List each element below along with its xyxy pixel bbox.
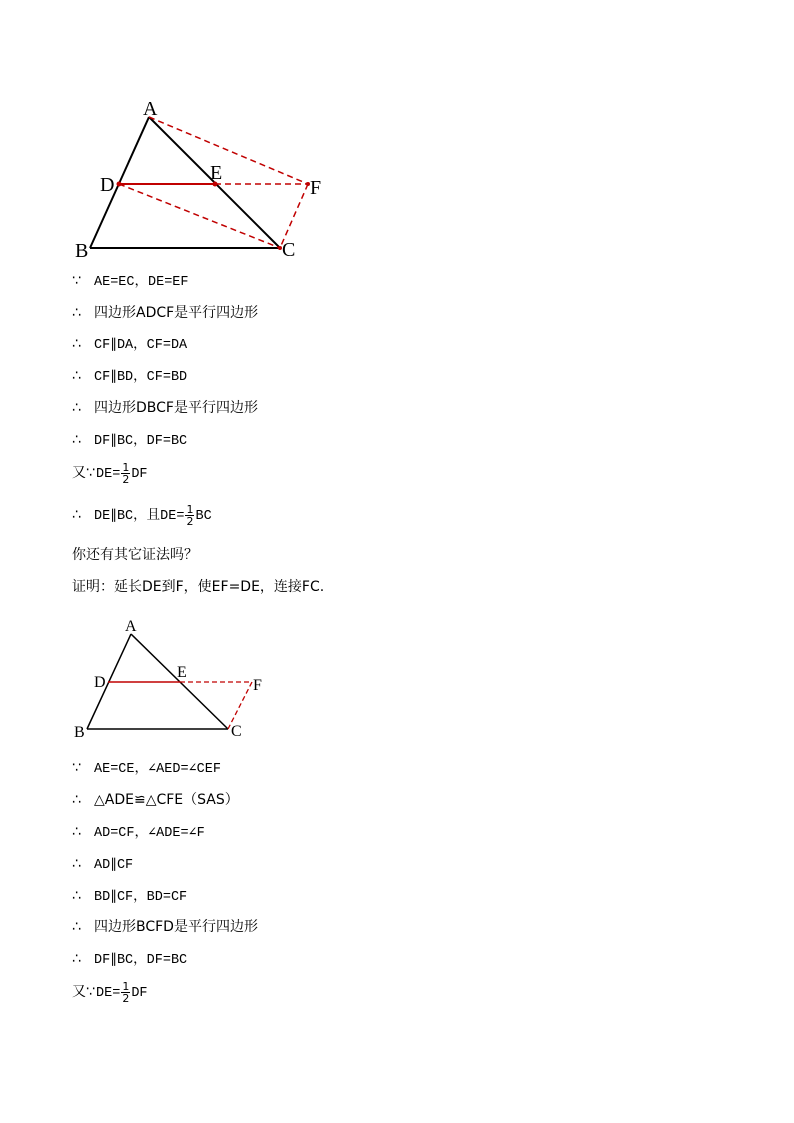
label-c: C xyxy=(282,239,296,261)
proof-symbol: ∴ xyxy=(72,336,81,352)
label-d: D xyxy=(100,174,115,196)
proof2-line-4 xyxy=(72,852,133,876)
fraction-numerator: 1 xyxy=(122,460,130,474)
proof1-line-8 xyxy=(72,503,212,527)
label-e: E xyxy=(210,162,223,184)
proof2-line-6 xyxy=(72,915,258,939)
proof-symbol: ∴ xyxy=(72,919,81,935)
proof2-line-1 xyxy=(72,756,221,780)
proof-symbol: 又∵ xyxy=(72,465,95,481)
proof-symbol: ∴ xyxy=(72,824,81,840)
fraction-one-half xyxy=(121,462,130,485)
proof-text: 四边形ADCF是平行四边形 xyxy=(94,305,259,321)
fraction-one-half xyxy=(121,981,130,1004)
proof-text-pre: DE= xyxy=(96,467,121,482)
proof-symbol: ∴ xyxy=(72,400,81,416)
proof-text-pre: DE= xyxy=(96,986,121,1001)
proof-text: CF∥DA，CF=DA xyxy=(94,338,188,353)
label-f: F xyxy=(310,177,322,199)
fraction-denominator: 2 xyxy=(122,472,130,486)
proof-symbol: ∴ xyxy=(72,305,81,321)
proof2-line-8 xyxy=(72,980,148,1004)
proof-symbol: ∴ xyxy=(72,432,81,448)
proof-text-pre: DE∥BC，且DE= xyxy=(94,509,185,524)
fraction-numerator: 1 xyxy=(186,502,194,516)
label-b: B xyxy=(74,724,85,741)
proof-text: AE=CE，∠AED=∠CEF xyxy=(94,762,221,777)
label-b: B xyxy=(75,240,89,262)
proof-symbol: ∴ xyxy=(72,507,81,523)
proof-text-post: BC xyxy=(195,509,212,524)
figure-1-triangle xyxy=(60,92,350,267)
construction-lines xyxy=(180,682,252,729)
label-f: F xyxy=(253,677,262,694)
proof-symbol: ∴ xyxy=(72,856,81,872)
fraction-denominator: 2 xyxy=(122,991,130,1005)
proof-symbol: ∴ xyxy=(72,888,81,904)
proof-symbol: ∴ xyxy=(72,792,81,808)
proof-text: AD=CF，∠ADE=∠F xyxy=(94,826,205,841)
proof2-line-2 xyxy=(72,788,239,812)
label-a: A xyxy=(143,98,158,120)
proof1-line-5 xyxy=(72,396,258,420)
proof1-line-4 xyxy=(72,364,187,388)
fraction-numerator: 1 xyxy=(122,979,130,993)
proof-symbol: ∵ xyxy=(72,760,81,776)
proof-symbol: ∴ xyxy=(72,951,81,967)
proof-symbol: ∵ xyxy=(72,273,81,289)
proof1-line-3 xyxy=(72,332,187,356)
proof-symbol: 又∵ xyxy=(72,984,95,1000)
proof1-line-2 xyxy=(72,301,258,325)
question-text: 你还有其它证法吗？ xyxy=(72,547,198,563)
proof1-line-6 xyxy=(72,428,187,452)
fraction-denominator: 2 xyxy=(186,514,194,528)
proof2-line-3 xyxy=(72,820,205,844)
proof1-line-1 xyxy=(72,269,189,293)
method-text: 证明：延长DE到F，使EF=DE，连接FC. xyxy=(72,579,325,595)
proof-text: △ADE≌△CFE（SAS） xyxy=(94,792,239,808)
proof-text-post: DF xyxy=(131,467,148,482)
proof-text: CF∥BD，CF=BD xyxy=(94,370,188,385)
proof2-line-5 xyxy=(72,884,187,908)
label-c: C xyxy=(231,723,242,740)
figure-2-triangle xyxy=(70,612,280,742)
label-d: D xyxy=(94,674,106,691)
label-e: E xyxy=(177,664,187,681)
proof-text: AE=EC，DE=EF xyxy=(94,275,189,290)
label-a: A xyxy=(125,618,137,635)
proof-text-post: DF xyxy=(131,986,148,1001)
proof-text: DF∥BC，DF=BC xyxy=(94,434,188,449)
point-d xyxy=(117,182,122,187)
fraction-one-half xyxy=(185,504,194,527)
proof-text: 四边形DBCF是平行四边形 xyxy=(94,400,258,416)
proof-text: DF∥BC，DF=BC xyxy=(94,953,188,968)
proof-symbol: ∴ xyxy=(72,368,81,384)
proof2-line-7 xyxy=(72,947,187,971)
proof-text: BD∥CF，BD=CF xyxy=(94,890,188,905)
proof-text: 四边形BCFD是平行四边形 xyxy=(94,919,258,935)
proof1-line-7 xyxy=(72,461,148,485)
proof-text: AD∥CF xyxy=(94,858,134,873)
